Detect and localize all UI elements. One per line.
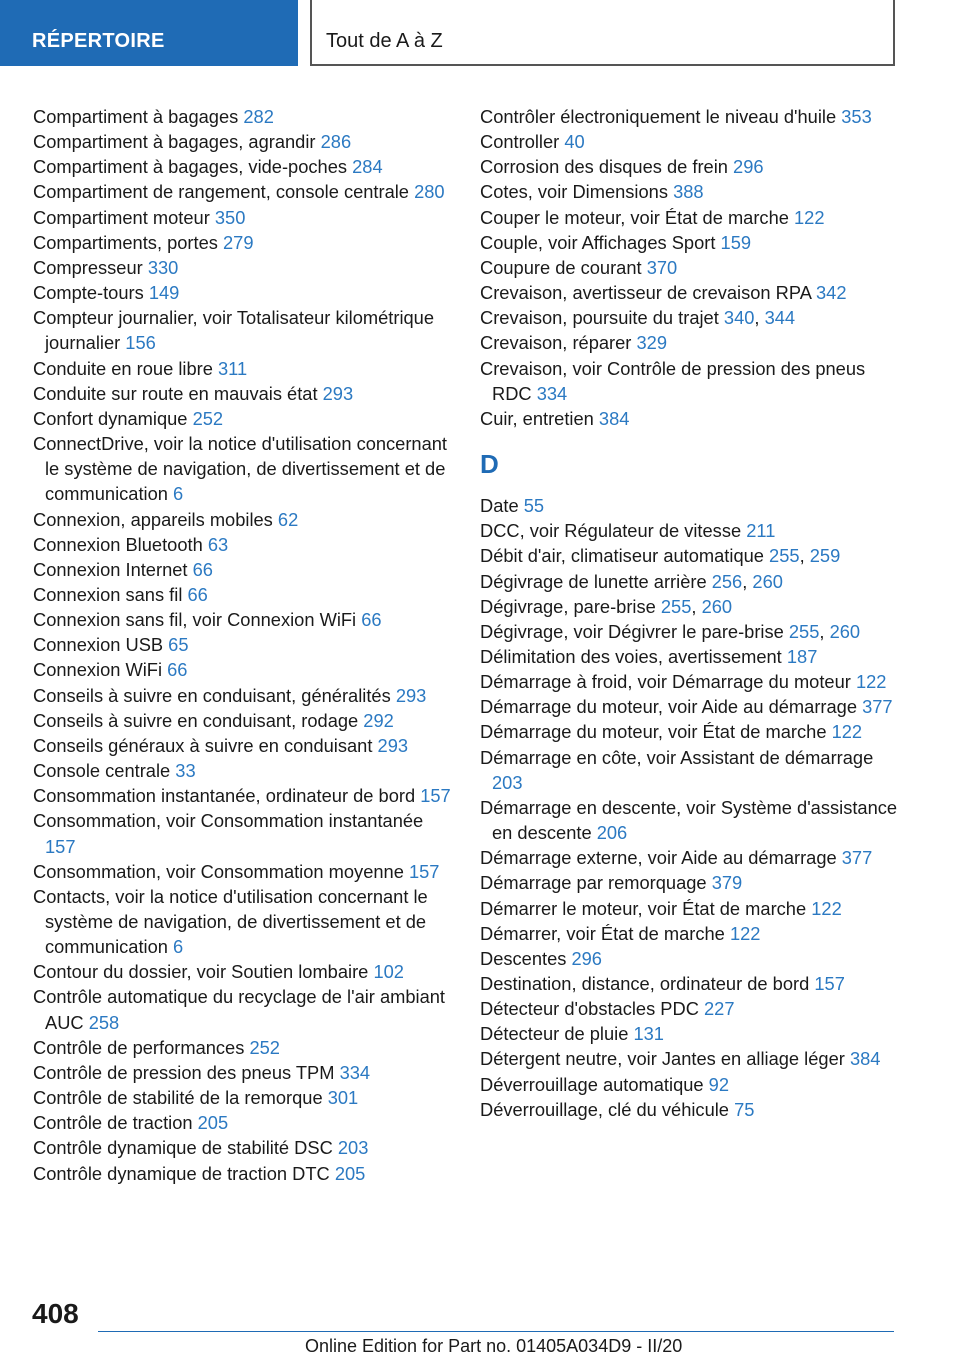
index-entry-label: Démarrage externe, voir Aide au démarrage (480, 847, 837, 869)
index-entry-label: Connexion WiFi (33, 659, 163, 681)
index-entry (480, 330, 900, 355)
index-entry (480, 845, 900, 870)
edition-footer: Online Edition for Part no. 01405A034D9 - II/20 (305, 1336, 683, 1356)
index-entry-label: Corrosion des disques de frein (480, 156, 728, 178)
page-link[interactable]: 286 (320, 131, 352, 153)
page-link[interactable]: 388 (673, 181, 704, 203)
index-entry (33, 859, 453, 884)
page-link[interactable]: 353 (841, 106, 872, 127)
page-link[interactable]: 311 (217, 357, 248, 379)
index-entry-label: Démarrage en côte, voir Assistant de démarrage (480, 746, 874, 768)
page-link[interactable]: 342 (816, 282, 847, 304)
page-link[interactable]: 284 (352, 156, 383, 178)
index-entry-label: Cotes, voir Dimensions (480, 181, 668, 203)
page-link[interactable]: 350 (214, 206, 246, 228)
index-entry (33, 808, 453, 858)
index-entry (480, 205, 900, 230)
page-link[interactable]: 255 (788, 620, 820, 642)
index-entry-label: Crevaison, avertisseur de crevaison RPA (480, 282, 811, 304)
page-link[interactable]: 293 (322, 382, 354, 404)
page-link[interactable]: 122 (811, 897, 842, 919)
index-entry-label: Connexion, appareils mobiles (33, 508, 273, 530)
index-entry-label: Descentes (480, 947, 567, 969)
index-entry (33, 1035, 453, 1060)
page-link[interactable]: 66 (167, 659, 188, 681)
index-entry-label: Crevaison, voir Contrôle de pression des pneus RDC (480, 357, 866, 404)
index-entry: Dégivrage, voir Dégivrer le pare-brise 255, 260 (480, 620, 861, 642)
index-entry (33, 129, 453, 154)
index-entry-label: Contrôle dynamique de traction DTC (33, 1162, 330, 1184)
page-link[interactable]: 102 (373, 961, 404, 983)
index-entry-label: Dégivrage, pare-brise (480, 595, 656, 617)
index-entry (480, 896, 900, 921)
index-column-left (33, 104, 453, 1186)
index-entry (33, 381, 453, 406)
index-entry (33, 1110, 453, 1135)
index-entry-label: Compartiment de rangement, console centrale (33, 181, 409, 203)
index-entry-label: Connexion Bluetooth (33, 533, 203, 555)
page-link[interactable]: 379 (711, 872, 743, 894)
index-entry (480, 719, 900, 744)
page-link[interactable]: 258 (88, 1011, 120, 1033)
page-link[interactable]: 159 (720, 231, 752, 253)
index-entry-label: Détecteur d'obstacles PDC (480, 998, 699, 1020)
index-entry (480, 104, 900, 129)
index-entry-label: Crevaison, poursuite du trajet (480, 307, 719, 329)
index-entry-label: Compteur journalier, voir Totalisateur kilométrique journalier (33, 307, 435, 354)
index-entry (33, 1135, 453, 1160)
page-link[interactable]: 260 (829, 620, 861, 642)
index-entry-label: Consommation, voir Consommation instantanée (33, 810, 424, 832)
page-link[interactable]: 33 (175, 760, 196, 782)
index-entry (480, 1046, 900, 1071)
index-entry-label: Délimitation des voies, avertissement (480, 645, 782, 667)
page-link[interactable]: 65 (168, 634, 189, 656)
index-entry (33, 507, 453, 532)
page-link[interactable]: 205 (197, 1112, 229, 1134)
page-link[interactable]: 334 (339, 1061, 371, 1083)
index-entry-label: Dégivrage de lunette arrière (480, 570, 707, 592)
index-entry-label: Déverrouillage, clé du véhicule (480, 1098, 729, 1120)
index-entry (480, 129, 900, 154)
index-entry-label: DCC, voir Régulateur de vitesse (480, 520, 742, 542)
page-link[interactable]: 122 (831, 721, 863, 743)
page-link[interactable]: 187 (786, 645, 818, 667)
index-entry-label: Connexion Internet (33, 558, 188, 580)
page-link[interactable]: 252 (192, 407, 224, 429)
page-link[interactable]: 282 (243, 106, 274, 127)
index-entry-label: Cuir, entretien (480, 407, 594, 429)
page-link[interactable]: 255 (660, 595, 692, 617)
index-entry (33, 582, 453, 607)
page-link[interactable]: 344 (764, 307, 796, 329)
index-entry (480, 745, 900, 795)
page-link[interactable]: 259 (809, 545, 841, 567)
page-link[interactable]: 293 (395, 684, 427, 706)
index-entry-label: Consommation instantanée, ordinateur de bord (33, 785, 416, 807)
index-entry (480, 644, 900, 669)
page-link[interactable]: 66 (192, 558, 213, 580)
index-entry-label: Conseils généraux à suivre en conduisant (33, 734, 373, 756)
page-link[interactable]: 131 (633, 1023, 664, 1045)
index-entry-label: Console centrale (33, 760, 171, 782)
index-entry-label: Connexion sans fil, voir Connexion WiFi (33, 609, 357, 631)
page-link[interactable]: 255 (769, 545, 800, 567)
page-link[interactable]: 227 (704, 998, 735, 1020)
index-entry: Crevaison, poursuite du trajet 340, 344 (480, 307, 796, 329)
index-entry (480, 694, 900, 719)
page-link[interactable]: 340 (723, 307, 755, 329)
index-entry-label: Contacts, voir la notice d'utilisation concernant le système de navigation, de divertissement et de communication (33, 885, 428, 958)
index-entry (33, 305, 453, 355)
index-entry (33, 884, 453, 959)
page-link[interactable]: 329 (636, 332, 668, 354)
page-link[interactable]: 63 (207, 533, 229, 555)
page-link[interactable]: 252 (249, 1036, 280, 1058)
page-link[interactable]: 157 (408, 860, 440, 882)
page-number: 408 (32, 1298, 79, 1329)
index-entry-label: Contrôle dynamique de stabilité DSC (33, 1137, 333, 1159)
index-entry-label: Contrôler électroniquement le niveau d'huile (480, 106, 837, 127)
page-link[interactable]: 206 (596, 822, 628, 844)
footer-divider (98, 1331, 894, 1332)
index-entry (480, 795, 900, 845)
index-entry: Dégivrage de lunette arrière 256, 260 (480, 570, 783, 592)
index-entry (33, 532, 453, 557)
index-entry-label: Compartiment moteur (33, 206, 210, 228)
index-entry (480, 518, 900, 543)
index-entry (33, 406, 453, 431)
index-entry-label: Démarrage du moteur, voir Aide au démarrage (480, 696, 857, 718)
index-entry-label: Compresseur (33, 256, 143, 278)
index-entry (480, 1072, 900, 1097)
index-entry (480, 996, 900, 1021)
index-entry (33, 104, 453, 129)
index-entry-label: Contour du dossier, voir Soutien lombaire (33, 961, 369, 983)
index-entry-label: Compte-tours (33, 282, 144, 304)
index-entry-label: Crevaison, réparer (480, 332, 632, 354)
index-entry (33, 154, 453, 179)
page-link[interactable]: 205 (334, 1162, 366, 1184)
page-link[interactable]: 292 (363, 709, 394, 731)
page-link[interactable]: 377 (841, 847, 873, 869)
page-link[interactable]: 55 (523, 495, 545, 517)
index-entry (480, 230, 900, 255)
page-link[interactable]: 203 (492, 771, 523, 793)
index-column-right (480, 104, 900, 1122)
page-link[interactable]: 330 (147, 256, 179, 278)
index-entry (33, 632, 453, 657)
index-entry (480, 280, 900, 305)
index-entry-label: Confort dynamique (33, 407, 188, 429)
page-link[interactable]: 377 (862, 696, 893, 718)
page-link[interactable]: 301 (327, 1087, 359, 1109)
index-entry-label: Consommation, voir Consommation moyenne (33, 860, 404, 882)
index-entry (33, 607, 453, 632)
page-link[interactable]: 293 (377, 734, 409, 756)
index-entry (33, 1060, 453, 1085)
index-entry (480, 971, 900, 996)
index-entry (33, 1161, 453, 1186)
page-link[interactable]: 122 (794, 206, 825, 228)
index-entry (33, 758, 453, 783)
page-link[interactable]: 157 (814, 973, 845, 994)
index-entry-label: Contrôle automatique du recyclage de l'air ambiant AUC (33, 986, 446, 1033)
index-entry-label: Conseils à suivre en conduisant, généralités (33, 684, 391, 706)
page-link[interactable]: 296 (733, 156, 764, 178)
index-entry-label: Déverrouillage automatique (480, 1073, 704, 1095)
index-entry (480, 921, 900, 946)
index-entry-label: Couper le moteur, voir État de marche (480, 206, 789, 228)
page-link[interactable]: 384 (598, 407, 630, 429)
index-entry-label: Contrôle de stabilité de la remorque (33, 1087, 323, 1109)
index-entry: Débit d'air, climatiseur automatique 255, 259 (480, 545, 841, 567)
page-link[interactable]: 384 (849, 1048, 881, 1070)
index-entry (480, 946, 900, 971)
index-entry (33, 255, 453, 280)
index-entry-label: Débit d'air, climatiseur automatique (480, 545, 764, 567)
index-entry-label: Couple, voir Affichages Sport (480, 231, 716, 253)
page-link[interactable]: 75 (734, 1098, 755, 1120)
page-link[interactable]: 157 (45, 835, 76, 857)
page-link[interactable]: 156 (125, 332, 156, 354)
index-letter-heading: D (480, 449, 499, 480)
index-entry (480, 255, 900, 280)
index-entry (33, 356, 453, 381)
page-link[interactable]: 40 (564, 131, 585, 153)
index-entry (480, 669, 900, 694)
page-link[interactable]: 280 (414, 181, 445, 203)
page-link[interactable]: 122 (729, 922, 761, 944)
section-title: Tout de A à Z (310, 0, 895, 66)
index-entry-label: Connexion sans fil (33, 583, 183, 605)
index-entry (33, 557, 453, 582)
index-entry (480, 356, 900, 406)
index-entry-label: Détecteur de pluie (480, 1023, 629, 1045)
index-entry-label: Controller (480, 131, 560, 153)
index-entry (33, 657, 453, 682)
page-link[interactable]: 256 (711, 570, 743, 592)
index-entry-label: Compartiment à bagages, agrandir (33, 131, 316, 153)
page-link[interactable]: 6 (173, 936, 184, 958)
index-entry (33, 984, 453, 1034)
index-entry (33, 683, 453, 708)
index-entry: Dégivrage, pare-brise 255, 260 (480, 595, 733, 617)
page-link[interactable]: 92 (708, 1073, 730, 1095)
index-entry-label: Compartiment à bagages, vide-poches (33, 156, 348, 178)
index-entry-label: Conduite en roue libre (33, 357, 213, 379)
page-link[interactable]: 66 (361, 609, 382, 631)
page-link[interactable]: 296 (571, 947, 602, 969)
index-entry-label: Date (480, 495, 519, 517)
index-entry (33, 230, 453, 255)
index-entry (33, 280, 453, 305)
index-entry-label: Conseils à suivre en conduisant, rodage (33, 709, 359, 731)
section-tab: RÉPERTOIRE (0, 0, 298, 66)
index-entry (480, 179, 900, 204)
index-entry (33, 783, 453, 808)
page-link[interactable]: 66 (187, 583, 208, 605)
page-link[interactable]: 157 (420, 785, 451, 807)
index-entry-label: Conduite sur route en mauvais état (33, 382, 318, 404)
page-link[interactable]: 370 (646, 256, 678, 278)
index-entry (33, 733, 453, 758)
index-entry-label: Démarrage par remorquage (480, 872, 707, 894)
index-entry-label: Contrôle de performances (33, 1036, 245, 1058)
index-entry-label: Coupure de courant (480, 256, 642, 278)
page-link[interactable]: 122 (855, 671, 887, 693)
index-entry-label: Connexion USB (33, 634, 164, 656)
index-entry (33, 708, 453, 733)
index-entry-label: Compartiments, portes (33, 231, 218, 253)
page-link[interactable]: 260 (752, 570, 783, 592)
index-entry-label: Contrôle de traction (33, 1112, 193, 1134)
index-entry (480, 870, 900, 895)
index-entry-label: ConnectDrive, voir la notice d'utilisation concernant le système de navigation, de divertissement et de communication (33, 433, 448, 505)
page-link[interactable]: 279 (223, 231, 254, 253)
index-entry (33, 1085, 453, 1110)
page-link[interactable]: 62 (277, 508, 299, 530)
page-link[interactable]: 149 (148, 282, 180, 304)
index-entry-label: Démarrage en descente, voir Système d'assistance en descente (480, 796, 898, 844)
page-link[interactable]: 334 (536, 382, 568, 404)
index-entry-label: Démarrage du moteur, voir État de marche (480, 721, 827, 743)
index-entry (480, 1097, 900, 1122)
index-entry-label: Démarrage à froid, voir Démarrage du moteur (480, 671, 851, 693)
index-entry (480, 1021, 900, 1046)
page-link[interactable]: 211 (746, 520, 776, 542)
index-entry (33, 431, 453, 506)
index-entry (33, 959, 453, 984)
index-entry (33, 179, 453, 204)
index-entry-label: Destination, distance, ordinateur de bord (480, 973, 810, 994)
page-link[interactable]: 260 (701, 595, 733, 617)
index-entry-label: Dégivrage, voir Dégivrer le pare-brise (480, 620, 784, 642)
page-link[interactable]: 6 (173, 483, 184, 505)
index-entry (480, 493, 900, 518)
index-entry-label: Détergent neutre, voir Jantes en alliage léger (480, 1048, 845, 1070)
index-entry (480, 154, 900, 179)
index-entry-label: Compartiment à bagages (33, 106, 239, 127)
index-entry-label: Démarrer le moteur, voir État de marche (480, 897, 807, 919)
index-entry-label: Démarrer, voir État de marche (480, 922, 725, 944)
index-entry (480, 406, 900, 431)
page-link[interactable]: 203 (337, 1137, 369, 1159)
index-entry (33, 205, 453, 230)
index-entry-label: Contrôle de pression des pneus TPM (33, 1061, 335, 1083)
